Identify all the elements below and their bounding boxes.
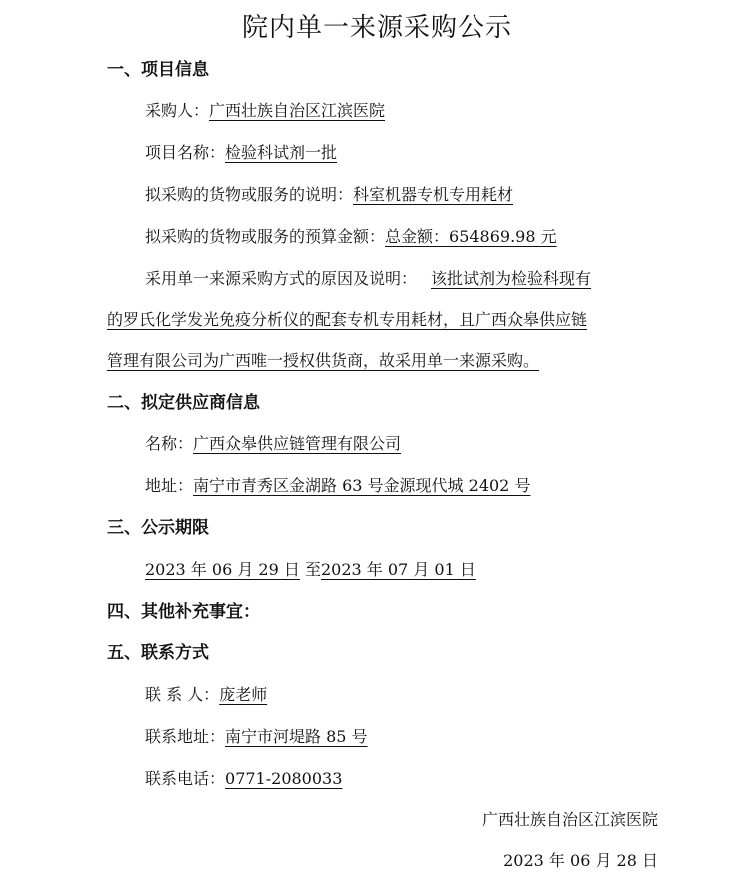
contact-person-label: 联 系 人： xyxy=(145,685,220,704)
contact-person-row xyxy=(145,683,267,707)
section-heading-supplier-info: 二、拟定供应商信息 xyxy=(107,393,260,413)
goods-description-row xyxy=(145,183,513,207)
contact-phone-row xyxy=(145,767,342,791)
reason-line-3 xyxy=(107,349,663,390)
period-end-date: 2023 年 07 月 01 日 xyxy=(320,560,476,579)
purchaser-value: 广西壮族自治区江滨医院 xyxy=(209,101,386,120)
contact-address-row xyxy=(145,725,368,749)
period-to: 至 xyxy=(304,560,321,579)
project-name-value: 检验科试剂一批 xyxy=(225,143,338,162)
contact-phone-value: 0771-2080033 xyxy=(225,769,343,788)
budget-row xyxy=(145,225,557,249)
goods-description-value: 科室机器专机专用耗材 xyxy=(353,185,514,204)
page-title: 院内单一来源采购公示 xyxy=(241,13,512,43)
period-start-date: 2023 年 06 月 29 日 xyxy=(145,560,300,579)
section-heading-other-matters: 四、其他补充事宜： xyxy=(107,602,260,622)
section-heading-notice-period: 三、公示期限 xyxy=(107,518,209,538)
contact-phone-label: 联系电话： xyxy=(145,769,226,788)
supplier-name-value: 广西众皋供应链管理有限公司 xyxy=(193,434,402,453)
reason-line-2 xyxy=(107,308,663,349)
supplier-address-label: 地址： xyxy=(145,476,194,495)
reason-text-3: 管理有限公司为广西唯一授权供货商，故采用单一来源采购。 xyxy=(107,351,540,370)
footer-date: 2023 年 06 月 28 日 xyxy=(503,851,658,870)
reason-text-1: 该批试剂为检验科现有 xyxy=(431,269,592,288)
footer-organization: 广西壮族自治区江滨医院 xyxy=(481,810,658,829)
project-name-row xyxy=(145,141,337,165)
supplier-address-value: 南宁市青秀区金湖路 63 号金源现代城 2402 号 xyxy=(193,476,531,495)
project-name-label: 项目名称： xyxy=(145,143,226,162)
purchaser-row xyxy=(145,99,385,123)
supplier-name-label: 名称： xyxy=(145,434,194,453)
budget-label: 拟采购的货物或服务的预算金额： xyxy=(145,227,386,246)
supplier-name-row xyxy=(145,432,401,456)
section-heading-contact: 五、联系方式 xyxy=(107,643,209,663)
reason-line-1 xyxy=(107,267,663,308)
section-heading-project-info: 一、项目信息 xyxy=(107,60,209,80)
reason-text-2: 的罗氏化学发光免疫分析仪的配套专机专用耗材，且广西众皋供应链 xyxy=(107,310,588,329)
reason-paragraph xyxy=(107,267,663,390)
contact-person-value: 庞老师 xyxy=(219,685,268,704)
purchaser-label: 采购人： xyxy=(145,101,210,120)
contact-address-label: 联系地址： xyxy=(145,727,226,746)
reason-label: 采用单一来源采购方式的原因及说明： xyxy=(145,269,418,288)
goods-description-label: 拟采购的货物或服务的说明： xyxy=(145,185,354,204)
contact-address-value: 南宁市河堤路 85 号 xyxy=(225,727,368,746)
budget-value: 总金额：654869.98 元 xyxy=(385,227,557,246)
supplier-address-row xyxy=(145,474,530,498)
notice-period-row xyxy=(145,558,476,582)
